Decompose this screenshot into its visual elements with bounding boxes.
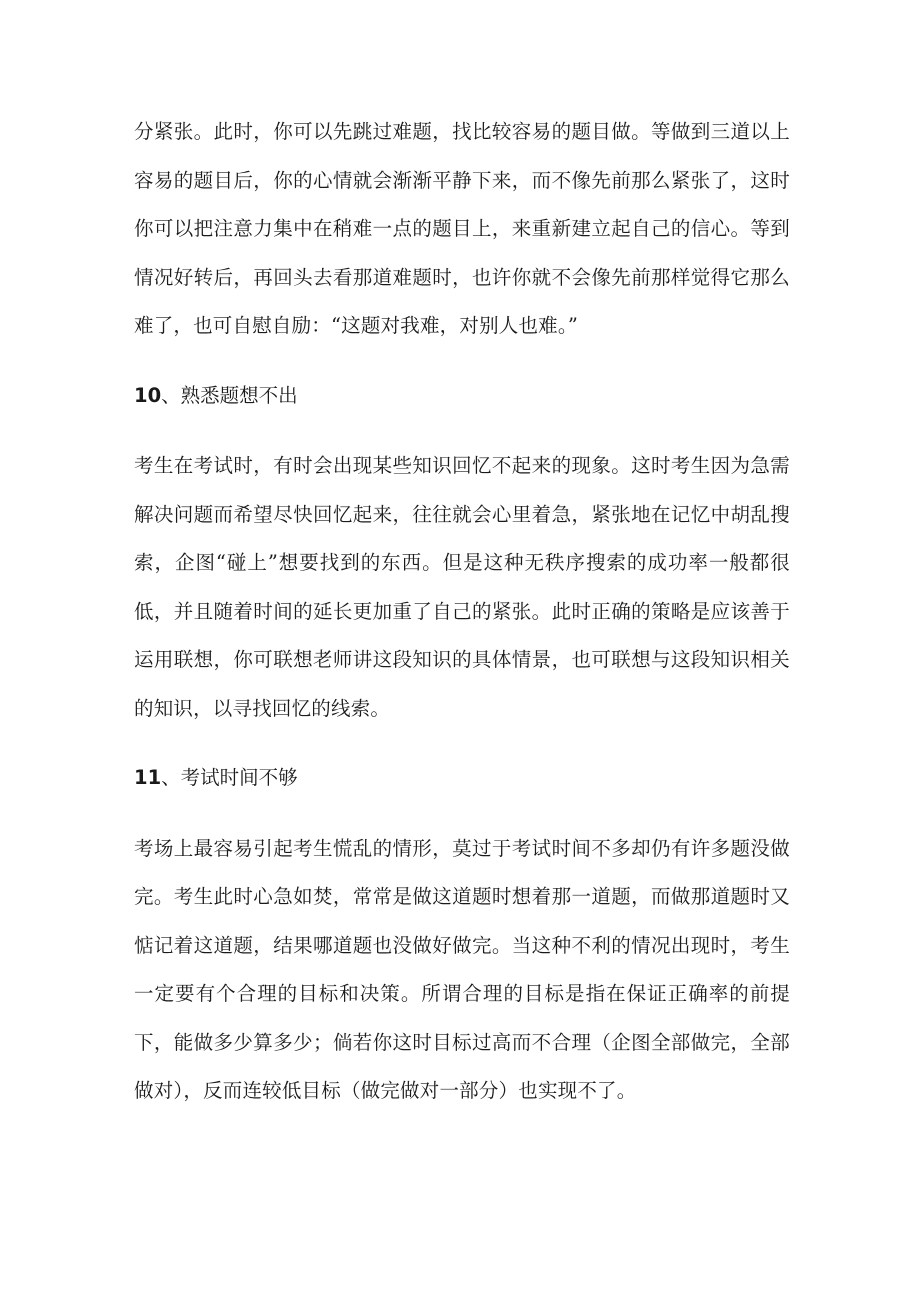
section-number: 10 — [134, 383, 162, 407]
spacer — [134, 733, 790, 754]
section-number: 11 — [134, 766, 162, 789]
document-page — [134, 108, 790, 1116]
spacer — [134, 420, 790, 442]
section-title: 、考试时间不够 — [161, 766, 298, 789]
section-heading-11 — [134, 754, 790, 803]
section-body-11: 考场上最容易引起考生慌乱的情形，莫过于考试时间不多却仍有许多题没做完。考生此时心急如焚，常常是做这道题时想着那一道题，而做那道题时又惦记着这道题，结果哪道题也没做好做完。当这种不利的情况出现时，考生一定要有个合理的目标和决策。所谓合理的目标是指在保证正确率的前提下，能做多少算多少；倘若你这时目标过高而不合理（企图全部做完，全部做对），反而连较低目标（做完做对一部分）也实现不了。 — [134, 836, 790, 1102]
section-title: 、熟悉题想不出 — [161, 383, 298, 407]
section-body-10: 考生在考试时，有时会出现某些知识回忆不起来的现象。这时考生因为急需解决问题而希望尽快回忆起来，往往就会心里着急，紧张地在记忆中胡乱搜索，企图“碰上”想要找到的东西。但是这种无秩序搜索的成功率一般都很低，并且随着时间的延长更加重了自己的紧张。此时正确的策略是应该善于运用联想，你可联想老师讲这段知识的具体情景，也可联想与这段知识相关的知识，以寻找回忆的线索。 — [134, 454, 790, 720]
paragraph-intro: 分紧张。此时，你可以先跳过难题，找比较容易的题目做。等做到三道以上容易的题目后，你的心情就会渐渐平静下来，而不像先前那么紧张了，这时你可以把注意力集中在稍难一点的题目上，来重新建立起自己的信心。等到情况好转后，再回头去看那道难题时，也许你就不会像先前那样觉得它那么难了，也可自慰自励：“这题对我难，对别人也难。” — [134, 120, 790, 337]
section-heading-10 — [134, 372, 790, 421]
spacer — [134, 351, 790, 372]
spacer — [134, 803, 790, 825]
